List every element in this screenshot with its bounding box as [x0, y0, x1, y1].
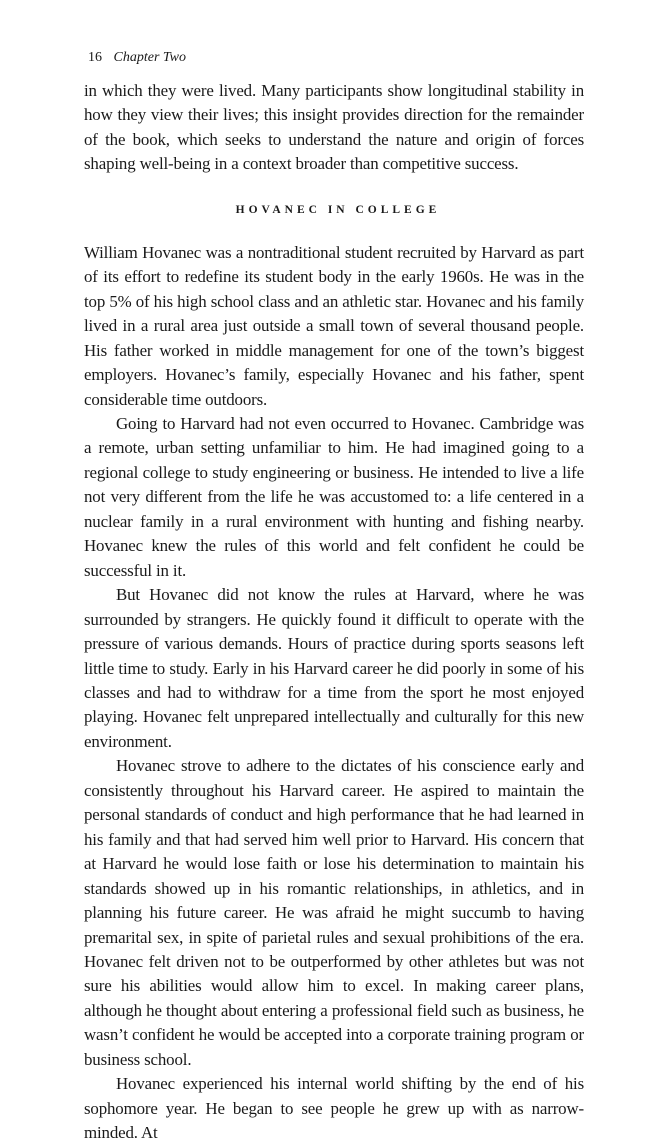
intro-paragraph: in which they were lived. Many participants show longitudinal stability in how they view their lives; this insight provides direction for the remainder of the book, which seeks to understand the nature and origin of forces shaping well-being in a context broader than competitive success.	[84, 81, 584, 174]
paragraph-5: Hovanec experienced his internal world shifting by the end of his sophomore year. He began to see people he grew up with as narrow-minded. At	[84, 1074, 584, 1143]
body-text	[84, 79, 584, 1146]
page-number: 16	[88, 50, 102, 65]
chapter-title: Chapter Two	[113, 50, 186, 65]
paragraph-3: But Hovanec did not know the rules at Harvard, where he was surrounded by strangers. He quickly found it difficult to operate with the pressure of various demands. Hours of practice during sports seasons left little time to study. Early in his Harvard career he did poorly in some of his classes and had to withdraw for a time from the sport he most enjoyed playing. Hovanec felt unprepared intellectually and culturally for this new environment.	[84, 585, 584, 751]
paragraph-1: William Hovanec was a nontraditional student recruited by Harvard as part of its effort to redefine its student body in the early 1960s. He was in the top 5% of his high school class and an athletic star. Hovanec and his family lived in a rural area just outside a small town of several thousand people. His father worked in middle management for one of the town’s biggest employers. Hovanec’s family, especially Hovanec and his father, spent considerable time outdoors.	[84, 242, 584, 409]
section-heading: HOVANEC IN COLLEGE	[235, 203, 441, 216]
paragraph-2: Going to Harvard had not even occurred to Hovanec. Cambridge was a remote, urban setting unfamiliar to him. He had imagined going to a regional college to study engineering or business. He intended to live a life not very different from the life he was accustomed to: a life centered in a nuclear family in a rural environment with hunting and fishing nearby. Hovanec knew the rules of this world and felt confident he could be successful in it.	[84, 413, 584, 580]
running-head	[84, 49, 186, 67]
paragraph-4: Hovanec strove to adhere to the dictates of his conscience early and consistently throughout his Harvard career. He aspired to maintain the personal standards of conduct and high performance that he had learned in his family and that had served him well prior to Harvard. His concern that at Harvard he would lose faith or lose his determination to maintain his standards showed up in his romantic relationships, in athletics, and in planning his future career. He was afraid he might succumb to having premarital sex, in spite of parietal rules and sexual prohibitions of the era. Hovanec felt driven not to be outperformed by other athletes but was not sure his abilities would allow him to excel. In making career plans, although he thought about entering a professional field such as business, he wasn’t confident he would be accepted into a corporate training program or business school.	[84, 756, 584, 1069]
